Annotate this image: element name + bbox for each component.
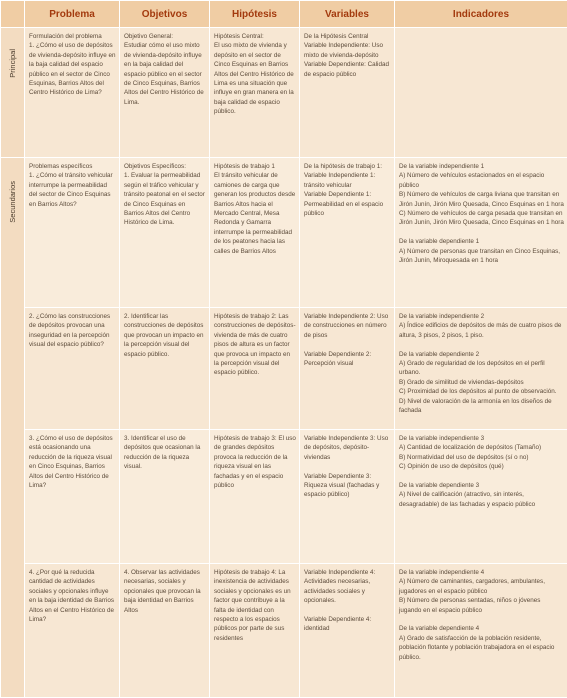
side-label-secundarios-cell (1, 158, 25, 698)
cell-problema: Formulación del problema 1. ¿Cómo el uso de depósitos de vivienda-depósito influye en la baja calidad del espacio público en el sector de Cinco Esquinas, Barrios Altos del Centro Histórico de Lima? (25, 28, 120, 158)
cell-hipotesis: Hipótesis de trabajo 2: Las construcciones de depósitos-vivienda de más de cuatro pisos de altura es un factor que provoca un impacto en la percepción visual del espacio público. (210, 308, 300, 430)
cell-variables: Variable Independiente 4: Actividades necesarias, actividades sociales y opcionales. Variable Dependiente 4: identidad (300, 564, 395, 698)
cell-indicadores: De la variable independiente 1 A) Número de vehículos estacionados en el espacio público B) Número de vehículos de carga liviana que transitan en Jirón Junín, Jirón Miro Quesada, Cinco Esquinas en 1 hora C) Número de vehículos de carga pesada que transitan en Jirón Junín, Jirón Miro Quesada, Cinco Esquinas en 1 hora De la variable dependiente 1 A) Número de personas que transitan en Cinco Esquinas, Jirón Junín, Miroquesada en 1 hora (395, 158, 567, 308)
table-row (1, 158, 567, 308)
cell-problema: 3. ¿Cómo el uso de depósitos está ocasionando una reducción de la riqueza visual en Cinco Esquinas, Barrios Altos del Centro Histórico de Lima? (25, 430, 120, 564)
cell-variables: Variable Independiente 3: Uso de depósitos, depósito-viviendas Variable Dependiente 3: Riqueza visual (fachadas y espacio público) (300, 430, 395, 564)
header-hipotesis: Hipótesis (210, 1, 300, 28)
cell-hipotesis: Hipótesis de trabajo 1 El tránsito vehicular de camiones de carga que generan los productos desde Barrios Altos hacia el Mercado Central, Mesa Redonda y Gamarra interrumpe la permeabilidad de los peatones hacia las calles de Barrios Altos (210, 158, 300, 308)
table-row (1, 430, 567, 564)
cell-indicadores (395, 28, 567, 158)
side-label-principal: Principal (7, 49, 17, 79)
side-label-principal-cell (1, 28, 25, 158)
cell-problema: 4. ¿Por qué la reducida cantidad de actividades sociales y opcionales influye en la baja identidad de Barrios Altos en el Centro Histórico de Lima? (25, 564, 120, 698)
cell-variables: De la hipótesis de trabajo 1: Variable Independiente 1: tránsito vehicular Variable Dependiente 1: Permeabilidad en el espacio público (300, 158, 395, 308)
table-row (1, 308, 567, 430)
cell-hipotesis: Hipótesis Central: El uso mixto de vivienda y depósito en el sector de Cinco Esquinas en Barrios Altos del Centro Histórico de Lima es una situación que influye en gran manera en la baja calidad de espacio público. (210, 28, 300, 158)
table-row-principal (1, 28, 567, 158)
cell-indicadores: De la variable independiente 2 A) Índice edificios de depósitos de más de cuatro pisos de altura, 3 pisos, 2 pisos, 1 piso. De la variable dependiente 2 A) Grado de regularidad de los depósitos en el perfil urbano. B) Grado de similitud de viviendas-depósitos C) Proximidad de los depósitos al punto de observación. D) Nivel de valoración de la armonía en los diseños de fachada (395, 308, 567, 430)
header-corner (1, 1, 25, 28)
header-variables: Variables (300, 1, 395, 28)
cell-problema: 2. ¿Cómo las construcciones de depósitos provocan una inseguridad en la percepción visual del espacio público? (25, 308, 120, 430)
cell-variables: Variable Independiente 2: Uso de construcciones en número de pisos Variable Dependiente 2: Percepción visual (300, 308, 395, 430)
cell-hipotesis: Hipótesis de trabajo 4: La inexistencia de actividades sociales y opcionales es un factor que contribuye a la falta de identidad con respecto a los espacios públicos por parte de sus residentes (210, 564, 300, 698)
side-label-secundarios: Secundarios (7, 181, 17, 224)
cell-objetivos: 2. Identificar las construcciones de depósitos que provocan un impacto en la percepción visual del espacio público. (120, 308, 210, 430)
cell-problema: Problemas específicos 1. ¿Cómo el tránsito vehicular interrumpe la permeabilidad del sector de Cinco Esquinas en Barrios Altos? (25, 158, 120, 308)
cell-objetivos: 3. Identificar el uso de depósitos que ocasionan la reducción de la riqueza visual. (120, 430, 210, 564)
header-objetivos: Objetivos (120, 1, 210, 28)
header-row (1, 1, 567, 28)
header-indicadores: Indicadores (395, 1, 567, 28)
cell-indicadores: De la variable independiente 3 A) Cantidad de localización de depósitos (Tamaño) B) Normatividad del uso de depósitos (sí o no) C) Opinión de uso de depósitos (qué) De la variable dependiente 3 A) Nivel de calificación (atractivo, sin interés, desagradable) de las fachadas y espacio público (395, 430, 567, 564)
cell-objetivos: 4. Observar las actividades necesarias, sociales y opcionales que provocan la baja identidad en Barrios Altos (120, 564, 210, 698)
cell-variables: De la Hipótesis Central Variable Independiente: Uso mixto de vivienda-depósito Variable Dependiente: Calidad de espacio público (300, 28, 395, 158)
header-problema: Problema (25, 1, 120, 28)
cell-objetivos: Objetivo General: Estudiar cómo el uso mixto de vivienda-depósito influye en la baja calidad del espacio público en el sector de Cinco Esquinas, Barrios Altos del Centro Histórico de Lima. (120, 28, 210, 158)
cell-indicadores: De la variable independiente 4 A) Número de caminantes, cargadores, ambulantes, jugadores en el espacio público B) Número de personas sentadas, niños o jóvenes jugando en el espacio público De la variable dependiente 4 A) Grado de satisfacción de la población residente, población flotante y población trabajadora en el espacio público. (395, 564, 567, 698)
cell-objetivos: Objetivos Específicos: 1. Evaluar la permeabilidad según el tráfico vehicular y tránsito peatonal en el sector de Cinco Esquinas en Barrios Altos del Centro Histórico de Lima. (120, 158, 210, 308)
table-row (1, 564, 567, 698)
cell-hipotesis: Hipótesis de trabajo 3: El uso de grandes depósitos provoca la reducción de la riqueza visual en las fachadas y en el espacio público (210, 430, 300, 564)
